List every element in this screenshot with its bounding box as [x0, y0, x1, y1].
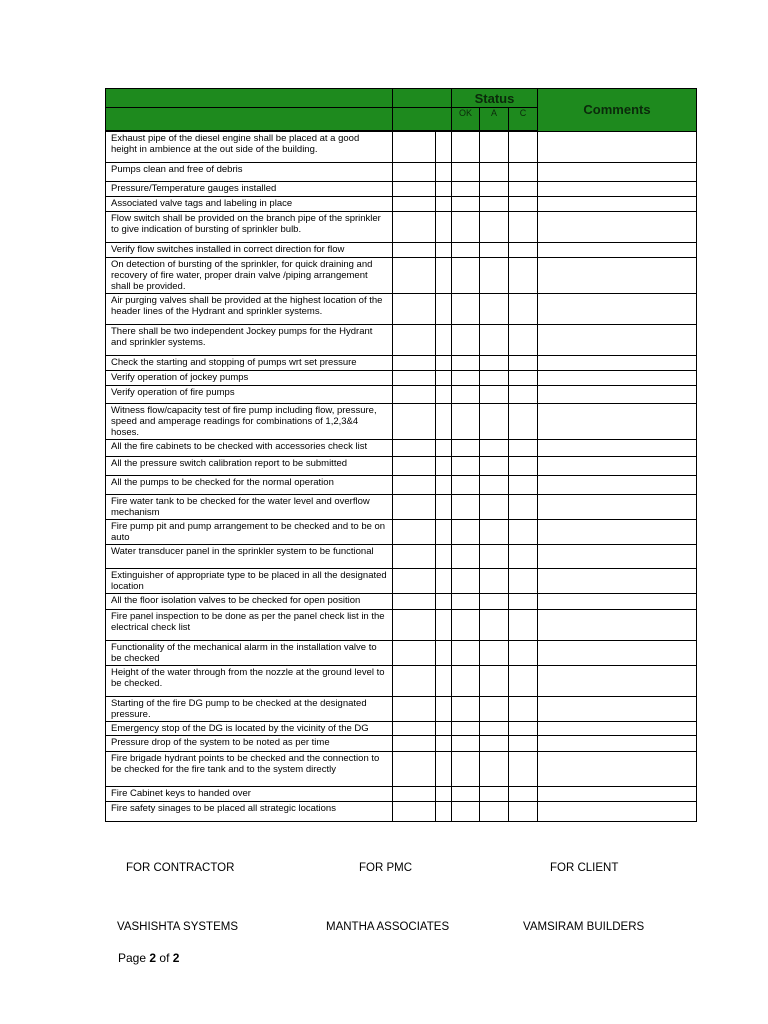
contractor-name: VASHISHTA SYSTEMS — [117, 921, 238, 933]
blank-cell — [393, 544, 436, 568]
blank-cell — [393, 696, 436, 721]
ok-cell[interactable] — [452, 456, 480, 475]
page-current: 2 — [149, 951, 157, 965]
table-header-row — [106, 89, 697, 108]
a-cell[interactable] — [480, 370, 509, 385]
blank-cell — [393, 211, 436, 242]
comments-header: Comments — [538, 89, 697, 132]
blank-cell — [393, 593, 436, 609]
checklist-item-text: Functionality of the mechanical alarm in the installation valve to be checked — [106, 640, 393, 665]
ok-cell[interactable] — [452, 324, 480, 355]
comments-cell[interactable] — [538, 211, 697, 242]
comments-cell[interactable] — [538, 494, 697, 519]
table-row — [106, 181, 697, 196]
a-cell[interactable] — [480, 355, 509, 370]
c-cell[interactable] — [509, 735, 538, 751]
blank-cell — [436, 293, 452, 324]
c-cell[interactable] — [509, 568, 538, 593]
checklist-item-text: All the pressure switch calibration report to be submitted — [106, 456, 393, 475]
checklist-item-text: Pressure drop of the system to be noted as per time — [106, 735, 393, 751]
blank-cell — [436, 181, 452, 196]
c-cell[interactable] — [509, 751, 538, 786]
ok-cell[interactable] — [452, 257, 480, 293]
blank-cell — [436, 324, 452, 355]
a-cell[interactable] — [480, 403, 509, 439]
c-cell[interactable] — [509, 439, 538, 456]
table-row — [106, 593, 697, 609]
table-row — [106, 131, 697, 162]
c-cell[interactable] — [509, 293, 538, 324]
comments-cell[interactable] — [538, 242, 697, 257]
blank-cell — [436, 196, 452, 211]
table-row — [106, 370, 697, 385]
c-column-header: C — [509, 108, 538, 132]
table-row — [106, 494, 697, 519]
blank-cell — [436, 475, 452, 494]
comments-cell[interactable] — [538, 456, 697, 475]
ok-cell[interactable] — [452, 355, 480, 370]
table-row — [106, 786, 697, 801]
blank-cell — [393, 519, 436, 544]
comments-cell[interactable] — [538, 196, 697, 211]
header-blank — [393, 108, 452, 132]
c-cell[interactable] — [509, 181, 538, 196]
c-cell[interactable] — [509, 640, 538, 665]
checklist-item-text: Height of the water through from the nozzle at the ground level to be checked. — [106, 665, 393, 696]
comments-cell[interactable] — [538, 640, 697, 665]
blank-cell — [436, 456, 452, 475]
a-cell[interactable] — [480, 475, 509, 494]
blank-cell — [393, 786, 436, 801]
page-total: 2 — [172, 951, 180, 965]
ok-cell[interactable] — [452, 735, 480, 751]
comments-cell[interactable] — [538, 403, 697, 439]
ok-cell[interactable] — [452, 494, 480, 519]
c-cell[interactable] — [509, 355, 538, 370]
checklist-item-text: Extinguisher of appropriate type to be placed in all the designated location — [106, 568, 393, 593]
blank-cell — [436, 544, 452, 568]
blank-cell — [436, 735, 452, 751]
page-label: Page — [118, 951, 147, 965]
a-cell[interactable] — [480, 456, 509, 475]
checklist-item-text: Exhaust pipe of the diesel engine shall be placed at a good height in ambience at the out side of the building. — [106, 131, 393, 162]
blank-cell — [436, 162, 452, 181]
a-cell[interactable] — [480, 609, 509, 640]
table-row — [106, 568, 697, 593]
table-row — [106, 609, 697, 640]
comments-cell[interactable] — [538, 293, 697, 324]
c-cell[interactable] — [509, 257, 538, 293]
blank-cell — [393, 162, 436, 181]
blank-cell — [436, 385, 452, 403]
blank-cell — [436, 257, 452, 293]
a-cell[interactable] — [480, 735, 509, 751]
checklist-table — [105, 88, 697, 822]
blank-cell — [393, 609, 436, 640]
a-cell[interactable] — [480, 544, 509, 568]
table-row — [106, 456, 697, 475]
c-cell[interactable] — [509, 721, 538, 735]
comments-cell[interactable] — [538, 370, 697, 385]
blank-cell — [436, 355, 452, 370]
table-row — [106, 640, 697, 665]
checklist-item-text: All the fire cabinets to be checked with accessories check list — [106, 439, 393, 456]
comments-cell[interactable] — [538, 131, 697, 162]
a-cell[interactable] — [480, 257, 509, 293]
c-cell[interactable] — [509, 385, 538, 403]
blank-cell — [393, 751, 436, 786]
comments-cell[interactable] — [538, 735, 697, 751]
blank-cell — [393, 403, 436, 439]
ok-cell[interactable] — [452, 544, 480, 568]
blank-cell — [393, 257, 436, 293]
checklist-item-text: Fire brigade hydrant points to be checked and the connection to be checked for the fire tank and to the system directly — [106, 751, 393, 786]
c-cell[interactable] — [509, 665, 538, 696]
blank-cell — [436, 609, 452, 640]
c-cell[interactable] — [509, 494, 538, 519]
blank-cell — [436, 801, 452, 821]
blank-cell — [393, 196, 436, 211]
blank-cell — [393, 494, 436, 519]
c-cell[interactable] — [509, 131, 538, 162]
a-cell[interactable] — [480, 721, 509, 735]
comments-cell[interactable] — [538, 751, 697, 786]
c-cell[interactable] — [509, 475, 538, 494]
blank-cell — [436, 439, 452, 456]
table-row — [106, 801, 697, 821]
blank-cell — [393, 181, 436, 196]
ok-cell[interactable] — [452, 403, 480, 439]
blank-cell — [436, 211, 452, 242]
client-name: VAMSIRAM BUILDERS — [523, 921, 645, 933]
checklist-item-text: Pumps clean and free of debris — [106, 162, 393, 181]
blank-cell — [436, 593, 452, 609]
blank-cell — [436, 568, 452, 593]
blank-cell — [393, 640, 436, 665]
a-cell[interactable] — [480, 196, 509, 211]
checklist-item-text: Witness flow/capacity test of fire pump including flow, pressure, speed and amperage readings for combinations of 1,2,3&4 hoses. — [106, 403, 393, 439]
ok-cell[interactable] — [452, 181, 480, 196]
ok-cell[interactable] — [452, 519, 480, 544]
blank-cell — [436, 131, 452, 162]
a-cell[interactable] — [480, 751, 509, 786]
ok-cell[interactable] — [452, 293, 480, 324]
c-cell[interactable] — [509, 370, 538, 385]
ok-cell[interactable] — [452, 751, 480, 786]
blank-cell — [393, 568, 436, 593]
a-cell[interactable] — [480, 494, 509, 519]
blank-cell — [393, 131, 436, 162]
c-cell[interactable] — [509, 162, 538, 181]
comments-cell[interactable] — [538, 544, 697, 568]
c-cell[interactable] — [509, 324, 538, 355]
ok-cell[interactable] — [452, 370, 480, 385]
checklist-item-text: Starting of the fire DG pump to be checked at the designated pressure. — [106, 696, 393, 721]
a-cell[interactable] — [480, 131, 509, 162]
c-cell[interactable] — [509, 609, 538, 640]
a-cell[interactable] — [480, 162, 509, 181]
a-cell[interactable] — [480, 786, 509, 801]
c-cell[interactable] — [509, 211, 538, 242]
blank-cell — [436, 519, 452, 544]
table-row — [106, 721, 697, 735]
comments-cell[interactable] — [538, 324, 697, 355]
table-row — [106, 475, 697, 494]
checklist-item-text: Check the starting and stopping of pumps wrt set pressure — [106, 355, 393, 370]
checklist-item-text: Air purging valves shall be provided at the highest location of the header lines of the Hydrant and sprinkler systems. — [106, 293, 393, 324]
blank-cell — [393, 293, 436, 324]
table-row — [106, 403, 697, 439]
blank-cell — [393, 355, 436, 370]
a-cell[interactable] — [480, 242, 509, 257]
checklist-item-text: On detection of bursting of the sprinkler, for quick draining and recovery of fire water, proper drain valve /piping arrangement shall be provided. — [106, 257, 393, 293]
blank-cell — [436, 494, 452, 519]
checklist-item-text: Associated valve tags and labeling in place — [106, 196, 393, 211]
ok-column-header: OK — [452, 108, 480, 132]
checklist-item-text: Fire Cabinet keys to handed over — [106, 786, 393, 801]
page-number — [118, 951, 179, 965]
checklist-item-text: Verify flow switches installed in correct direction for flow — [106, 242, 393, 257]
comments-cell[interactable] — [538, 475, 697, 494]
comments-cell[interactable] — [538, 568, 697, 593]
blank-cell — [393, 665, 436, 696]
ok-cell[interactable] — [452, 568, 480, 593]
checklist-item-text: Pressure/Temperature gauges installed — [106, 181, 393, 196]
checklist-sheet — [105, 88, 696, 822]
blank-cell — [393, 456, 436, 475]
comments-cell[interactable] — [538, 439, 697, 456]
a-cell[interactable] — [480, 385, 509, 403]
comments-cell[interactable] — [538, 355, 697, 370]
checklist-item-text: Verify operation of fire pumps — [106, 385, 393, 403]
checklist-item-text: Verify operation of jockey pumps — [106, 370, 393, 385]
comments-cell[interactable] — [538, 385, 697, 403]
comments-cell[interactable] — [538, 801, 697, 821]
c-cell[interactable] — [509, 456, 538, 475]
ok-cell[interactable] — [452, 721, 480, 735]
checklist-item-text: Fire panel inspection to be done as per the panel check list in the electrical check list — [106, 609, 393, 640]
ok-cell[interactable] — [452, 696, 480, 721]
ok-cell[interactable] — [452, 593, 480, 609]
checklist-item-text: There shall be two independent Jockey pumps for the Hydrant and sprinkler systems. — [106, 324, 393, 355]
a-cell[interactable] — [480, 568, 509, 593]
comments-cell[interactable] — [538, 665, 697, 696]
table-row — [106, 355, 697, 370]
blank-cell — [436, 665, 452, 696]
ok-cell[interactable] — [452, 801, 480, 821]
blank-cell — [393, 370, 436, 385]
comments-cell[interactable] — [538, 519, 697, 544]
c-cell[interactable] — [509, 519, 538, 544]
blank-cell — [393, 439, 436, 456]
table-row — [106, 519, 697, 544]
table-row — [106, 293, 697, 324]
a-cell[interactable] — [480, 640, 509, 665]
comments-cell[interactable] — [538, 721, 697, 735]
ok-cell[interactable] — [452, 242, 480, 257]
blank-cell — [436, 403, 452, 439]
a-cell[interactable] — [480, 801, 509, 821]
for-pmc-label: FOR PMC — [359, 862, 413, 874]
checklist-item-text: Water transducer panel in the sprinkler system to be functional — [106, 544, 393, 568]
c-cell[interactable] — [509, 696, 538, 721]
comments-cell[interactable] — [538, 257, 697, 293]
blank-cell — [436, 696, 452, 721]
checklist-item-text: Emergency stop of the DG is located by the vicinity of the DG — [106, 721, 393, 735]
table-row — [106, 324, 697, 355]
table-row — [106, 196, 697, 211]
blank-cell — [436, 242, 452, 257]
ok-cell[interactable] — [452, 786, 480, 801]
a-cell[interactable] — [480, 439, 509, 456]
comments-cell[interactable] — [538, 786, 697, 801]
a-cell[interactable] — [480, 593, 509, 609]
comments-cell[interactable] — [538, 593, 697, 609]
header-blank — [393, 89, 452, 108]
c-cell[interactable] — [509, 801, 538, 821]
ok-cell[interactable] — [452, 196, 480, 211]
blank-cell — [436, 786, 452, 801]
table-row — [106, 439, 697, 456]
for-contractor-label: FOR CONTRACTOR — [126, 862, 235, 874]
blank-cell — [393, 385, 436, 403]
blank-cell — [436, 721, 452, 735]
a-cell[interactable] — [480, 696, 509, 721]
blank-cell — [393, 475, 436, 494]
blank-cell — [393, 801, 436, 821]
checklist-item-text: All the floor isolation valves to be checked for open position — [106, 593, 393, 609]
checklist-item-text: Fire water tank to be checked for the water level and overflow mechanism — [106, 494, 393, 519]
c-cell[interactable] — [509, 242, 538, 257]
table-row — [106, 665, 697, 696]
a-cell[interactable] — [480, 519, 509, 544]
blank-cell — [436, 370, 452, 385]
blank-cell — [393, 242, 436, 257]
blank-cell — [393, 324, 436, 355]
ok-cell[interactable] — [452, 385, 480, 403]
for-client-label: FOR CLIENT — [550, 862, 619, 874]
table-row — [106, 211, 697, 242]
blank-cell — [393, 735, 436, 751]
ok-cell[interactable] — [452, 609, 480, 640]
ok-cell[interactable] — [452, 640, 480, 665]
c-cell[interactable] — [509, 403, 538, 439]
comments-cell[interactable] — [538, 162, 697, 181]
c-cell[interactable] — [509, 544, 538, 568]
a-cell[interactable] — [480, 211, 509, 242]
ok-cell[interactable] — [452, 211, 480, 242]
ok-cell[interactable] — [452, 475, 480, 494]
header-blank — [106, 89, 393, 108]
pmc-name: MANTHA ASSOCIATES — [326, 921, 450, 933]
checklist-item-text: Fire pump pit and pump arrangement to be checked and to be on auto — [106, 519, 393, 544]
page-of: of — [159, 951, 170, 965]
ok-cell[interactable] — [452, 665, 480, 696]
table-row — [106, 696, 697, 721]
table-row — [106, 257, 697, 293]
a-cell[interactable] — [480, 293, 509, 324]
ok-cell[interactable] — [452, 439, 480, 456]
table-row — [106, 735, 697, 751]
comments-cell[interactable] — [538, 696, 697, 721]
header-blank — [106, 108, 393, 132]
c-cell[interactable] — [509, 786, 538, 801]
comments-cell[interactable] — [538, 181, 697, 196]
status-header: Status — [452, 89, 538, 108]
checklist-item-text: Fire safety sinages to be placed all strategic locations — [106, 801, 393, 821]
checklist-item-text: Flow switch shall be provided on the branch pipe of the sprinkler to give indication of bursting of sprinkler bulb. — [106, 211, 393, 242]
ok-cell[interactable] — [452, 131, 480, 162]
blank-cell — [393, 721, 436, 735]
table-row — [106, 751, 697, 786]
a-cell[interactable] — [480, 324, 509, 355]
table-row — [106, 385, 697, 403]
blank-cell — [436, 751, 452, 786]
c-cell[interactable] — [509, 593, 538, 609]
ok-cell[interactable] — [452, 162, 480, 181]
blank-cell — [436, 640, 452, 665]
comments-cell[interactable] — [538, 609, 697, 640]
a-column-header: A — [480, 108, 509, 132]
table-row — [106, 242, 697, 257]
table-row — [106, 544, 697, 568]
a-cell[interactable] — [480, 181, 509, 196]
table-row — [106, 162, 697, 181]
c-cell[interactable] — [509, 196, 538, 211]
a-cell[interactable] — [480, 665, 509, 696]
checklist-item-text: All the pumps to be checked for the normal operation — [106, 475, 393, 494]
